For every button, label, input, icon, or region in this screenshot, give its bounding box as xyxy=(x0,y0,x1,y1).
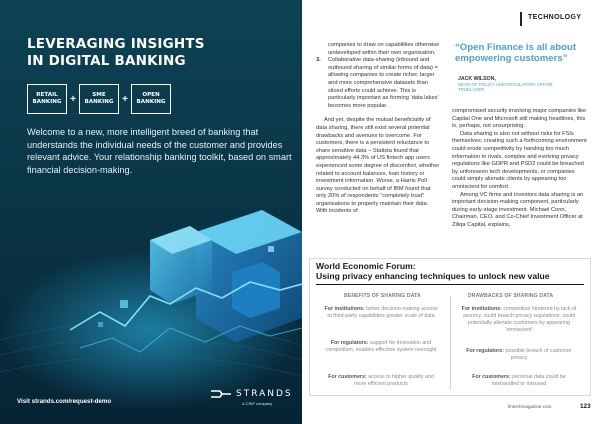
drawback-institutions xyxy=(460,306,578,334)
benefit-customers xyxy=(322,374,440,388)
benefit-text: support for innovation and competition, enables effective system oversight xyxy=(325,340,437,353)
section-tag: TECHNOLOGY xyxy=(528,14,582,21)
box-label: OPEN xyxy=(142,92,160,98)
banking-types xyxy=(27,84,171,114)
column1-paragraph: And yet, despite the mutual beneficiality of data sharing, there still exist several potential drawbacks and avenues to overcome. For customers, there is a persistent reluctance to share sensitive data – Statista found that approximately 44.3% of US fintech app users experienced some degree of discomfort, whether related to account balances, loan history or investment information. Worse, a Harris Poll survey conducted on behalf of IBM found that only 20% of respondents "completely trust" organisations to properly maintain their data. With incidents of xyxy=(316,117,440,215)
box-label: BANKING xyxy=(84,99,114,105)
benefit-institutions xyxy=(322,306,440,320)
open-banking-box xyxy=(131,84,171,114)
pull-quote: “Open Finance is all about empowering customers” xyxy=(455,42,577,64)
strands-tagline: A CRIF company xyxy=(242,401,273,406)
column2-paragraph-3: Among VC firms and investors data sharing is an important decision-making component, particularly during early-stage investment. Michael Conn, Chairman, CEO, and Co-Chief Investment Officer at Ziliqa Capital, explains, xyxy=(452,191,584,228)
benefit-label: For institutions: xyxy=(324,306,365,312)
column2-paragraph-2: Data sharing is also not without risks for FSIs themselves; creating such a forthcoming environment could erode competitivity by handing too much information to rivals, complex and evolving privacy regulations like GDPR and PSD2 could be breached by unforeseen tech developments, or companies could simply alienate clients by appearing too omniscient for comfort. xyxy=(452,130,587,190)
benefit-text: access to higher quality and more efficient products xyxy=(354,374,434,387)
ad-headline-line1: LEVERAGING INSIGHTS xyxy=(27,36,205,52)
wef-column-divider xyxy=(450,296,451,390)
benefits-header: BENEFITS OF SHARING DATA xyxy=(344,293,421,299)
article-column-1 xyxy=(316,42,440,216)
strands-wordmark: STRANDS xyxy=(236,389,293,399)
benefit-regulators xyxy=(322,340,440,354)
article-column-2 xyxy=(452,108,588,230)
drawbacks-header: DRAWBACKS OF SHARING DATA xyxy=(468,293,554,299)
box-label: BANKING xyxy=(32,99,62,105)
quote-author: JACK WILSON, xyxy=(458,76,496,82)
footer-website[interactable]: fintechmagazine.com xyxy=(508,404,552,409)
ad-demo-link[interactable]: Visit strands.com/request-demo xyxy=(17,398,112,405)
retail-banking-box xyxy=(27,84,67,114)
plus-icon: + xyxy=(122,93,128,105)
benefit-text: better decision-making access to third-party capabilities greater scale of data xyxy=(327,306,438,319)
drawback-label: For regulators: xyxy=(466,348,504,354)
drawback-text: possible breach of customer privacy xyxy=(505,348,572,361)
page-number: 123 xyxy=(580,403,591,410)
drawback-text: personal data could be mishandled or misused xyxy=(491,374,566,387)
column1-intro: companies to draw on capabilities otherwise undeveloped within their own organisation. xyxy=(328,42,440,56)
drawback-customers xyxy=(460,374,578,388)
wef-title-line2: Using privacy enhancing techniques to unlock new value xyxy=(316,270,550,281)
drawback-text: competition hindered by lack of secrecy, could breach privacy regulations, could potentially alienate customers by appearing 'omniscient' xyxy=(462,306,577,333)
drawback-regulators xyxy=(460,348,578,362)
benefit-label: For regulators: xyxy=(330,340,369,346)
box-label: RETAIL xyxy=(36,92,58,98)
item-number: 3. xyxy=(316,57,321,64)
drawback-label: For institutions: xyxy=(461,306,502,312)
column2-paragraph-1: compromised security involving major companies like Capital One and Microsoft still making headlines, this is, perhaps, not unsurprising. xyxy=(452,108,587,130)
strands-logo xyxy=(210,388,293,400)
numbered-item xyxy=(316,57,440,110)
strands-mark-icon xyxy=(210,388,232,400)
drawback-label: For customers: xyxy=(472,374,511,380)
item-text: Collaborative data-sharing (inbound and outbound sharing of similar forms of data) = allowing companies to create richer, larger and more comprehensive datasets than siloed efforts could achieve. This is particularly important as forming 'data lakes' becomes more popular. xyxy=(328,57,439,109)
box-label: SME xyxy=(92,92,106,98)
ad-body-text: Welcome to a new, more intelligent breed of banking that understands the individual needs of the customer and provides relevant advice. Your relationship banking toolkit, based on smart financial decision-making. xyxy=(27,127,292,175)
ad-headline xyxy=(27,36,267,70)
sme-banking-box xyxy=(79,84,119,114)
ad-headline-line2: IN DIGITAL BANKING xyxy=(27,53,186,69)
wef-title xyxy=(316,262,591,281)
benefit-label: For customers: xyxy=(328,374,367,380)
quote-author-role: HEAD OF POLICY AND REGULATORY AFFAIR, TRUELAYER xyxy=(458,82,554,93)
wef-title-line1: World Economic Forum: xyxy=(316,261,416,271)
wef-divider-rule xyxy=(316,284,584,285)
box-label: BANKING xyxy=(136,99,166,105)
plus-icon: + xyxy=(70,93,76,105)
